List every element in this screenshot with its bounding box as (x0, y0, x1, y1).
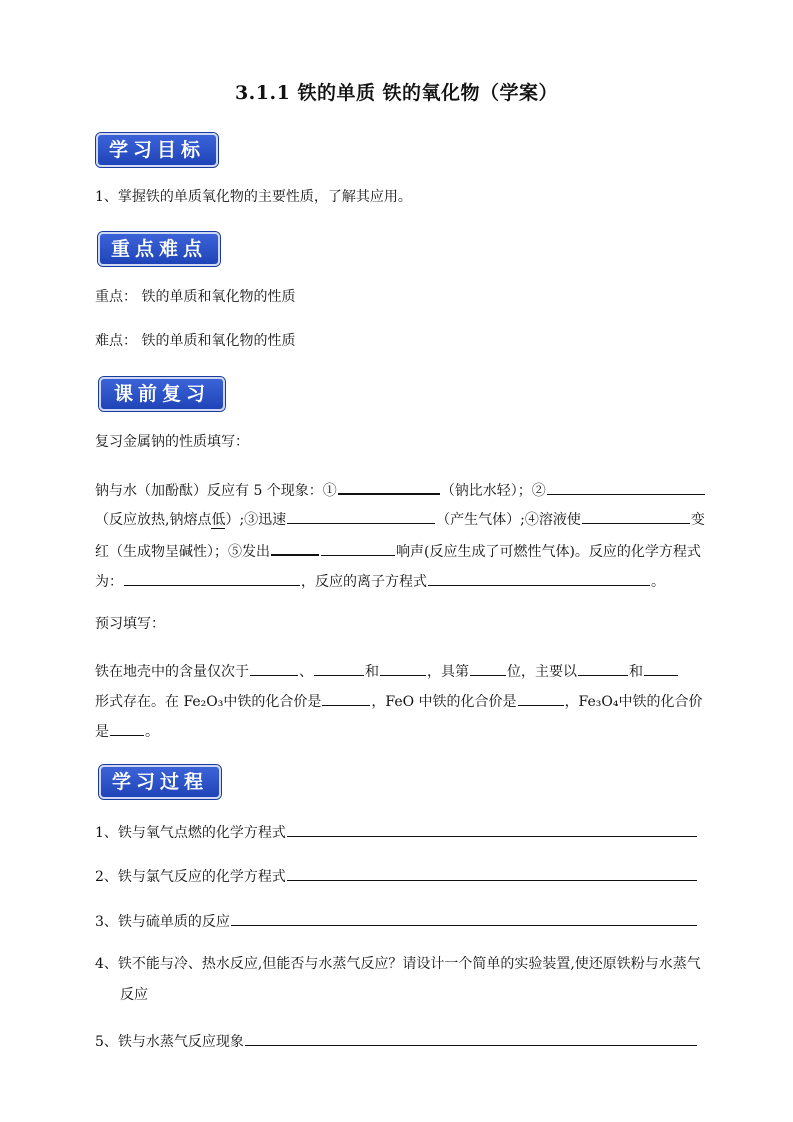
text-segment: 形式存在。在 Fe₂O₃中铁的化合价是 (95, 694, 322, 710)
preview-line-3 (95, 719, 159, 742)
fill-blank[interactable] (380, 659, 426, 676)
text-segment: 响声(反应生成了可燃性气体)。反应的化学方程式 (396, 544, 701, 560)
text-segment: 是 (95, 724, 109, 740)
process-item-4: 4、铁不能与冷、热水反应,但能否与水蒸气反应？请设计一个简单的实验装置,使还原铁粉与水蒸气 (95, 956, 701, 972)
process-item-2 (95, 864, 698, 887)
text-segment: 、 (299, 664, 313, 680)
fill-blank[interactable] (470, 659, 506, 676)
fill-blank[interactable] (250, 659, 298, 676)
fill-blank[interactable] (271, 538, 319, 556)
preview-line-1 (95, 659, 679, 682)
text-segment: ，具第 (427, 664, 469, 680)
fill-blank[interactable] (314, 659, 364, 676)
fill-blank[interactable] (321, 539, 395, 556)
review-heading: 复习金属钠的性质填写： (95, 434, 249, 450)
fill-blank[interactable] (428, 569, 650, 586)
goal-item: 1、掌握铁的单质氧化物的主要性质，了解其应用。 (95, 189, 412, 205)
text-segment: （反应放热,钠熔点 (95, 512, 212, 528)
text-segment: ，反应的离子方程式 (301, 574, 427, 590)
preview-heading: 预习填写： (95, 616, 165, 632)
text-segment: 3、铁与硫单质的反应 (95, 914, 230, 930)
section-badge-goals: 学习目标 (96, 133, 218, 167)
text-segment: 位，主要以 (507, 664, 577, 680)
fill-blank[interactable] (322, 689, 370, 706)
difficult-point: 难点： 铁的单质和氧化物的性质 (95, 333, 296, 349)
section-badge-review: 课前复习 (99, 377, 225, 411)
fill-blank[interactable] (518, 689, 564, 706)
process-item-5 (95, 1029, 698, 1052)
text-segment: 5、铁与水蒸气反应现象 (95, 1034, 244, 1050)
fill-blank[interactable] (644, 659, 678, 676)
fill-blank[interactable] (124, 569, 300, 586)
page-title: 3.1.1 铁的单质 铁的氧化物（学案） (234, 82, 559, 104)
preview-line-2 (95, 689, 703, 712)
text-segment: 变 (690, 512, 705, 528)
fill-blank[interactable] (245, 1029, 697, 1046)
process-item-3 (95, 909, 698, 932)
fill-blank[interactable] (547, 478, 705, 495)
fill-blank[interactable] (578, 659, 628, 676)
text-segment: （钠比水轻）；② (440, 483, 546, 499)
text-segment: 2、铁与氯气反应的化学方程式 (95, 869, 286, 885)
fill-blank[interactable] (338, 477, 440, 495)
text-segment: ，FeO 中铁的化合价是 (371, 694, 517, 710)
review-line-1 (95, 477, 706, 501)
text-segment: 。 (651, 574, 665, 590)
text-segment: 和 (365, 664, 379, 680)
text-segment: 1、铁与氧气点燃的化学方程式 (95, 825, 286, 841)
text-segment: 和 (629, 664, 643, 680)
text-segment: ）;③迅速 (225, 512, 287, 528)
text-segment: 。 (145, 724, 159, 740)
text-segment: 红（生成物呈碱性）；⑤发出 (95, 544, 270, 560)
text-segment: 铁在地壳中的含量仅次于 (95, 664, 249, 680)
process-item-1 (95, 820, 698, 843)
fill-blank[interactable] (287, 507, 435, 524)
key-point: 重点： 铁的单质和氧化物的性质 (95, 289, 296, 305)
text-segment: 为： (95, 574, 123, 590)
fill-blank[interactable] (287, 864, 697, 881)
fill-blank[interactable] (287, 820, 697, 837)
fill-blank[interactable] (582, 507, 690, 524)
review-line-3 (95, 538, 701, 562)
underlined-text: 低 (211, 512, 226, 528)
fill-blank[interactable] (231, 909, 697, 926)
text-segment: 钠与水（加酚酞）反应有 5 个现象：① (95, 483, 337, 499)
review-line-4 (95, 569, 665, 592)
process-item-4-continued: 反应 (120, 987, 148, 1003)
section-badge-process: 学习过程 (99, 765, 221, 799)
section-badge-key-points: 重点难点 (98, 232, 220, 266)
review-line-2 (95, 507, 705, 530)
fill-blank[interactable] (110, 719, 144, 736)
text-segment: （产生气体）;④溶液使 (436, 512, 581, 528)
text-segment: ，Fe₃O₄中铁的化合价 (564, 694, 703, 710)
